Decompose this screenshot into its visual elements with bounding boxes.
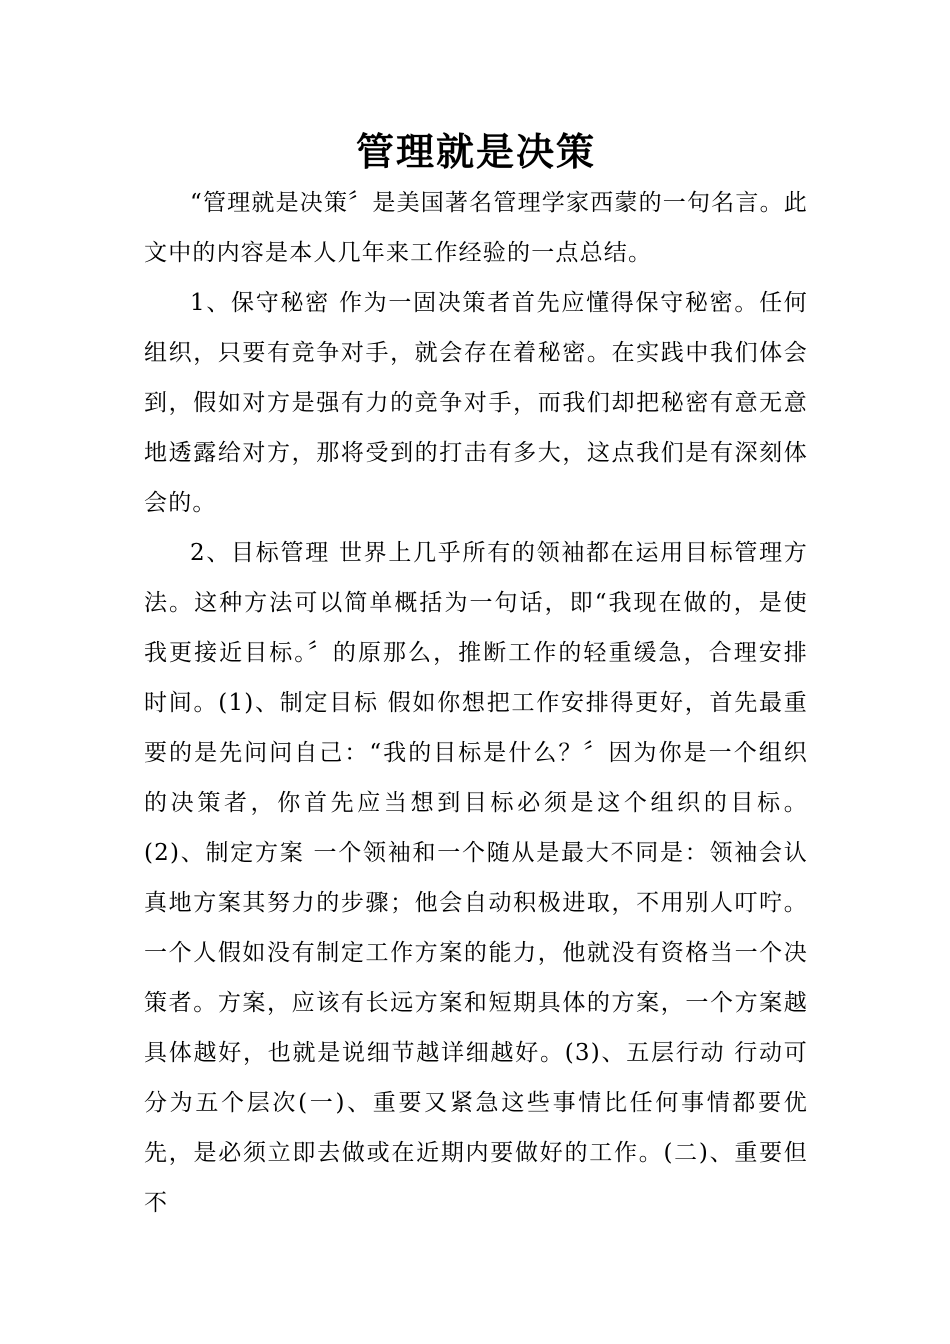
paragraph-intro: “管理就是决策〞是美国著名管理学家西蒙的一句名言。此文中的内容是本人几年来工作经验的一点总结。 bbox=[144, 190, 808, 266]
document-page bbox=[144, 126, 808, 1228]
paragraph-goal-management: 2、目标管理 世界上几乎所有的领袖都在运用目标管理方法。这种方法可以简单概括为一句话，即“我现在做的，是使我更接近目标。〞的原那么，推断工作的轻重缓急，合理安排时间。(1)、制定目标 假如你想把工作安排得更好，首先最重要的是先问问自己：“我的目标是什么？〞因为你是一个组织的决策者，你首先应当想到目标必须是这个组织的目标。(2)、制定方案 一个领袖和一个随从是最大不同是：领袖会认真地方案其努力的步骤；他会自动积极进取，不用别人叮咛。一个人假如没有制定工作方案的能力，他就没有资格当一个决策者。方案，应该有长远方案和短期具体的方案，一个方案越具体越好，也就是说细节越详细越好。(3)、五层行动 行动可分为五个层次(一)、重要又紧急这些事情比任何事情都要优先，是必须立即去做或在近期内要做好的工作。(二)、重要但不 bbox=[144, 540, 808, 1216]
paragraph-keep-secrets: 1、保守秘密 作为一固决策者首先应懂得保守秘密。任何组织，只要有竞争对手，就会存在着秘密。在实践中我们体会到，假如对方是强有力的竞争对手，而我们却把秘密有意无意地透露给对方，那将受到的打击有多大，这点我们是有深刻体会的。 bbox=[144, 290, 808, 516]
document-title: 管理就是决策 bbox=[355, 129, 596, 174]
